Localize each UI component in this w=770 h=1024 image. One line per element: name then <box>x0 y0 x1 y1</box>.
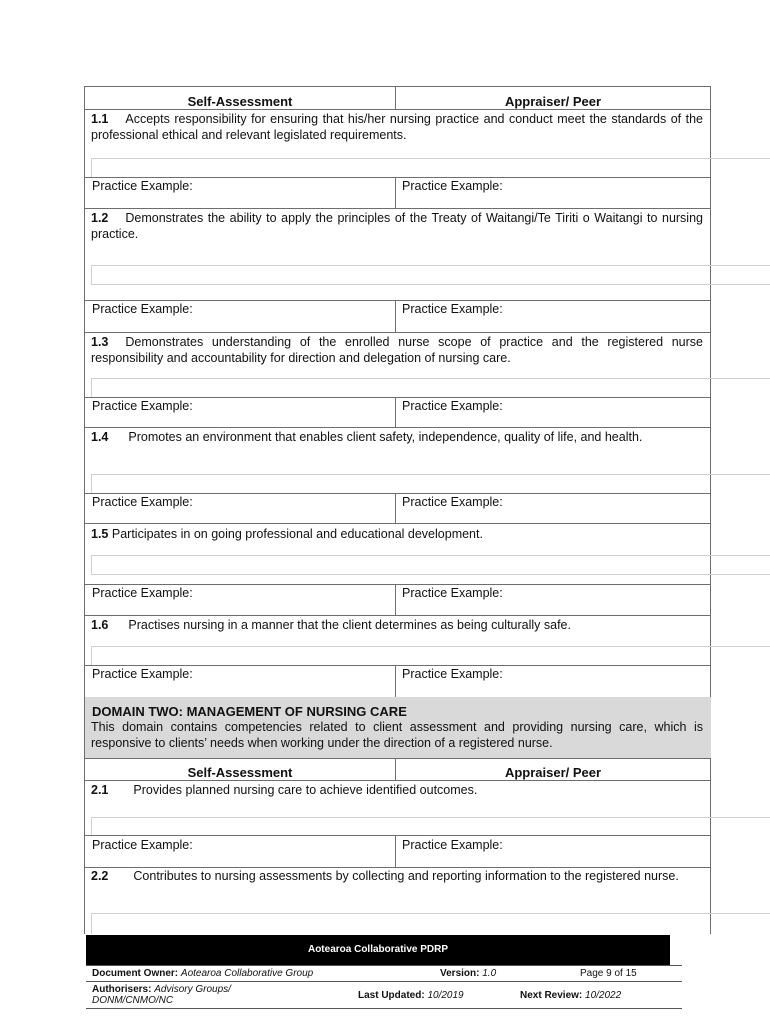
practice-example-peer[interactable]: Practice Example: <box>402 586 503 600</box>
header-bottom-line <box>84 780 711 781</box>
owner-label: Document Owner: <box>92 968 179 979</box>
row-line <box>84 397 711 398</box>
table-top-border <box>84 86 711 87</box>
row-line <box>84 208 711 209</box>
practice-example-peer[interactable]: Practice Example: <box>402 667 503 681</box>
header-divider <box>395 86 396 110</box>
header-self-assessment-2: Self-Assessment <box>187 765 293 780</box>
competency-1-3 <box>91 334 703 366</box>
footer-review <box>520 990 621 1001</box>
competency-number: 1.4 <box>91 430 109 444</box>
pe-divider <box>395 835 396 867</box>
row-line <box>84 615 711 616</box>
competency-1-4 <box>91 429 703 445</box>
pe-divider <box>395 397 396 427</box>
practice-example-self[interactable]: Practice Example: <box>92 667 193 681</box>
competency-2-2 <box>91 868 703 884</box>
row-line <box>84 332 711 333</box>
authorisers-value: Advisory Groups/ DONM/CNMO/NC <box>92 984 231 1006</box>
footer-banner: Aotearoa Collaborative PDRP <box>86 935 670 965</box>
row-line <box>84 300 711 301</box>
row-line <box>84 665 711 666</box>
row-line <box>84 177 711 178</box>
competency-2-1 <box>91 782 703 798</box>
practice-example-peer[interactable]: Practice Example: <box>402 302 503 316</box>
row-line <box>84 493 711 494</box>
pe-divider <box>395 177 396 208</box>
version-label: Version: <box>440 968 480 979</box>
domain-two-description: This domain contains competencies related to client assessment and providing nursing care, which is responsive to clients’ needs when working under the direction of a registered nurse. <box>91 720 703 750</box>
competency-text: Participates in on going professional and educational development. <box>111 527 483 541</box>
table-left-border <box>84 86 85 934</box>
competency-number: 1.1 <box>91 112 109 126</box>
footer-line <box>86 965 682 966</box>
header-bottom-line <box>84 109 711 110</box>
response-field-1-3[interactable] <box>91 378 770 398</box>
footer-version <box>440 968 496 979</box>
response-field-2-1[interactable] <box>91 817 770 836</box>
response-field-1-6[interactable] <box>91 646 770 666</box>
practice-example-peer[interactable]: Practice Example: <box>402 399 503 413</box>
competency-text: Provides planned nursing care to achieve identified outcomes. <box>133 783 478 797</box>
competency-number: 1.5 <box>91 527 109 541</box>
header-divider <box>395 758 396 780</box>
practice-example-self[interactable]: Practice Example: <box>92 838 193 852</box>
competency-text: Contributes to nursing assessments by collecting and reporting information to the registered nurse. <box>133 869 679 883</box>
competency-1-5 <box>91 526 703 542</box>
owner-value: Aotearoa Collaborative Group <box>180 968 314 979</box>
pe-divider <box>395 584 396 615</box>
footer-line <box>86 981 682 982</box>
pe-divider <box>395 300 396 332</box>
practice-example-peer[interactable]: Practice Example: <box>402 495 503 509</box>
practice-example-peer[interactable]: Practice Example: <box>402 838 503 852</box>
header-appraiser-peer-2: Appraiser/ Peer <box>504 765 602 780</box>
competency-1-1 <box>91 111 703 143</box>
response-field-2-2[interactable] <box>91 913 770 934</box>
competency-number: 1.2 <box>91 211 109 225</box>
pe-divider <box>395 493 396 523</box>
response-field-1-4[interactable] <box>91 474 770 494</box>
competency-number: 2.2 <box>91 869 109 883</box>
practice-example-self[interactable]: Practice Example: <box>92 586 193 600</box>
practice-example-self[interactable]: Practice Example: <box>92 495 193 509</box>
updated-label: Last Updated: <box>358 990 425 1001</box>
footer-owner <box>92 968 313 979</box>
row-line <box>84 758 711 759</box>
authorisers-label: Authorisers: <box>92 984 152 995</box>
competency-1-6 <box>91 617 703 633</box>
practice-example-self[interactable]: Practice Example: <box>92 302 193 316</box>
review-label: Next Review: <box>520 990 583 1001</box>
response-field-1-2[interactable] <box>91 265 770 285</box>
competency-text: Demonstrates understanding of the enrolled nurse scope of practice and the registered nurse responsibility and accountability for direction and delegation of nursing care. <box>91 335 703 365</box>
practice-example-peer[interactable]: Practice Example: <box>402 179 503 193</box>
row-line <box>84 835 711 836</box>
footer-page: Page 9 of 15 <box>580 968 637 979</box>
competency-text: Practises nursing in a manner that the client determines as being culturally safe. <box>128 618 571 632</box>
header-self-assessment: Self-Assessment <box>187 94 293 109</box>
response-field-1-5[interactable] <box>91 555 770 575</box>
footer-authorisers <box>92 984 292 1006</box>
competency-1-2 <box>91 210 703 242</box>
practice-example-self[interactable]: Practice Example: <box>92 399 193 413</box>
review-value: 10/2022 <box>585 990 622 1001</box>
competency-number: 2.1 <box>91 783 109 797</box>
row-line <box>84 523 711 524</box>
competency-text: Demonstrates the ability to apply the principles of the Treaty of Waitangi/Te Tiriti o Waitangi to nursing practice. <box>91 211 703 241</box>
row-line <box>84 584 711 585</box>
competency-text: Accepts responsibility for ensuring that his/her nursing practice and conduct meet the standards of the professional ethical and relevant legislated requirements. <box>91 112 703 142</box>
practice-example-self[interactable]: Practice Example: <box>92 179 193 193</box>
row-line <box>84 427 711 428</box>
competency-text: Promotes an environment that enables client safety, independence, quality of life, and health. <box>128 430 643 444</box>
domain-two-title: DOMAIN TWO: MANAGEMENT OF NURSING CARE <box>92 704 407 719</box>
version-value: 1.0 <box>482 968 497 979</box>
competency-number: 1.3 <box>91 335 109 349</box>
header-appraiser-peer: Appraiser/ Peer <box>504 94 602 109</box>
table-right-border <box>710 86 711 934</box>
footer-line <box>86 1008 682 1009</box>
footer-updated <box>358 990 464 1001</box>
updated-value: 10/2019 <box>427 990 464 1001</box>
competency-number: 1.6 <box>91 618 109 632</box>
pe-divider <box>395 665 396 697</box>
response-field-1-1[interactable] <box>91 158 770 178</box>
